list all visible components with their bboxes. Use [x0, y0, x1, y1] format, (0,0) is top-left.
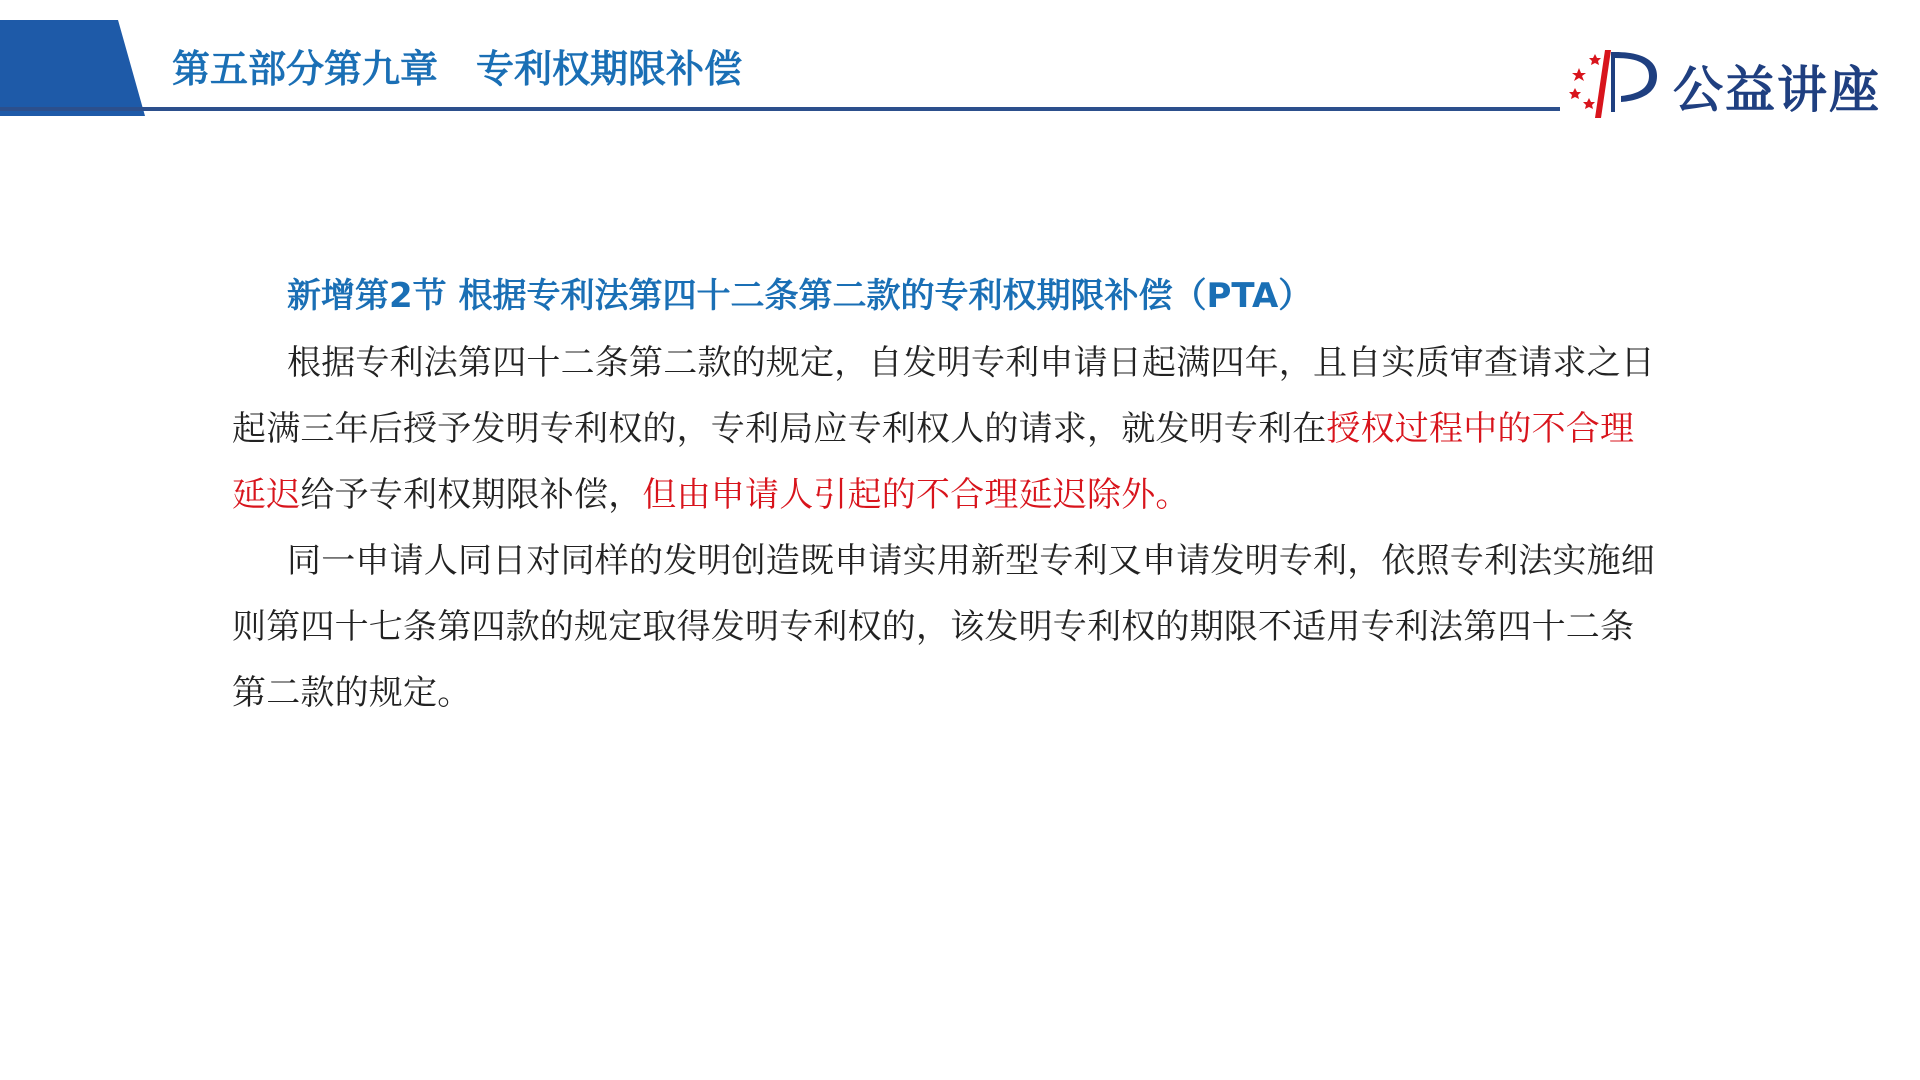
- logo-text: 公益讲座: [1673, 61, 1881, 119]
- header-tab-shape: [0, 20, 145, 116]
- slide-title: 第五部分第九章 专利权期限补偿: [172, 47, 743, 91]
- logo-mark-icon: [1565, 40, 1663, 120]
- paragraph-text: 根据专利法第四十二条第二款的规定，自发明专利申请日起满四年，且自实质审查请求之日起满三年后授予发明专利权的，专利局应专利权人的请求，就发明专利在: [232, 343, 1655, 449]
- section-heading: 新增第2节 根据专利法第四十二条第二款的专利权期限补偿（PTA）: [287, 276, 1313, 316]
- paragraph-exception: 同一申请人同日对同样的发明创造既申请实用新型专利又申请发明专利，依照专利法实施细则第四十七条第四款的规定取得发明专利权的，该发明专利权的期限不适用专利法第四十二条第二款的规定。: [232, 541, 1655, 713]
- highlight-text: 授权过程中的不合理延迟: [232, 409, 1635, 515]
- lecture-logo: [1565, 40, 1905, 120]
- paragraph-pta-rule: [232, 330, 1662, 528]
- highlight-text: 但由申请人引起的不合理延迟除外。: [642, 475, 1190, 515]
- header-divider: [0, 107, 1560, 111]
- paragraph-text: 给予专利权期限补偿，: [300, 475, 643, 515]
